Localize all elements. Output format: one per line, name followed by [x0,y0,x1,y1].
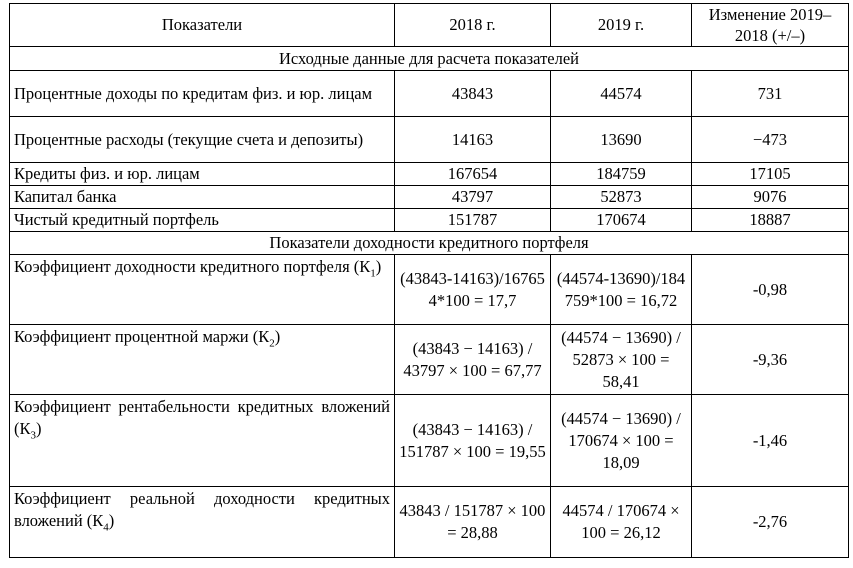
label-subscript: 2 [269,337,275,350]
value-2019: (44574 − 13690) / 170674 × 100 = 18,09 [551,395,692,487]
value-2018: 167654 [395,163,551,186]
label-text: Коэффициент доходности кредитного портфеля (К [14,257,371,276]
section-title: Показатели доходности кредитного портфеля [10,232,849,255]
header-2019: 2019 г. [551,4,692,47]
value-2019: (44574 − 13690) / 52873 × 100 = 58,41 [551,325,692,395]
value-2018: 14163 [395,117,551,163]
label-close: ) [108,511,115,530]
value-change: 731 [692,71,849,117]
label-text: Коэффициент рентабельности кредитных вложений (К [14,397,390,438]
value-2018: (43843 − 14163) / 43797 × 100 = 67,77 [395,325,551,395]
row-label: Кредиты физ. и юр. лицам [10,163,395,186]
table-row [10,186,849,209]
value-2018: (43843 − 14163) / 151787 × 100 = 19,55 [395,395,551,487]
value-2018: 151787 [395,209,551,232]
header-row [10,4,849,47]
value-2018: 43843 / 151787 × 100 = 28,88 [395,487,551,558]
label-text: Коэффициент реальной доходности кредитных вложений (К [14,489,390,530]
value-2018: 43797 [395,186,551,209]
table-row [10,163,849,186]
value-2019: 184759 [551,163,692,186]
value-2019: 52873 [551,186,692,209]
label-subscript: 1 [370,267,376,280]
label-close: ) [36,419,42,438]
section-row [10,232,849,255]
table-row [10,325,849,395]
value-2018: (43843-14163)/167654*100 = 17,7 [395,255,551,325]
table-row [10,117,849,163]
value-change: 17105 [692,163,849,186]
label-close: ) [375,257,382,276]
row-label [10,255,395,325]
value-2019: 44574 / 170674 × 100 = 26,12 [551,487,692,558]
header-2018: 2018 г. [395,4,551,47]
value-2019: (44574-13690)/184759*100 = 16,72 [551,255,692,325]
value-change: -9,36 [692,325,849,395]
table-row [10,71,849,117]
label-subscript: 4 [103,521,109,534]
value-change: -2,76 [692,487,849,558]
value-change: -0,98 [692,255,849,325]
value-change: −473 [692,117,849,163]
row-label: Процентные доходы по кредитам физ. и юр. лицам [10,71,395,117]
row-label: Процентные расходы (текущие счета и депозиты) [10,117,395,163]
row-label: Чистый кредитный портфель [10,209,395,232]
indicators-table [9,3,849,558]
label-text: Коэффициент процентной маржи (К [14,327,270,346]
table-row [10,395,849,487]
row-label: Капитал банка [10,186,395,209]
value-2019: 13690 [551,117,692,163]
value-2019: 44574 [551,71,692,117]
value-change: 9076 [692,186,849,209]
value-change: 18887 [692,209,849,232]
header-indicators: Показатели [10,4,395,47]
table-row [10,209,849,232]
label-close: ) [274,327,281,346]
label-subscript: 3 [30,429,36,442]
row-label [10,395,395,487]
row-label [10,325,395,395]
row-label [10,487,395,558]
header-change: Изменение 2019–2018 (+/–) [692,4,849,47]
table-row [10,255,849,325]
value-2019: 170674 [551,209,692,232]
table-row [10,487,849,558]
value-2018: 43843 [395,71,551,117]
value-change: -1,46 [692,395,849,487]
section-title: Исходные данные для расчета показателей [10,47,849,71]
section-row [10,47,849,71]
